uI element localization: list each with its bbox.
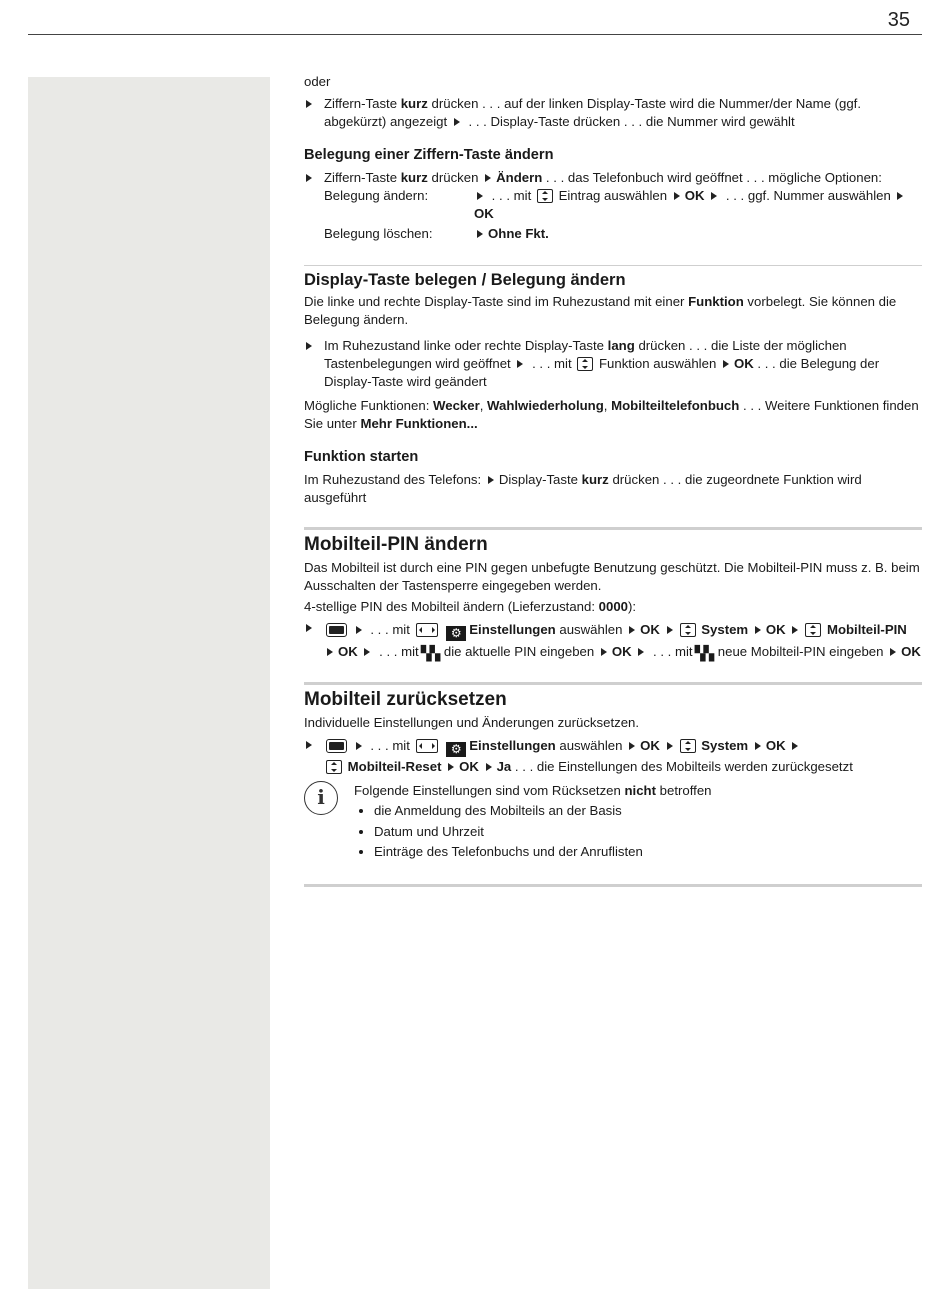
paragraph <box>304 397 922 433</box>
option-row <box>324 225 922 243</box>
step-text: . . . die Belegung der Display-Taste wird geändert <box>324 356 880 389</box>
para-key-term: Wecker <box>433 398 480 413</box>
step-key-term: Ohne Fkt. <box>488 226 549 241</box>
step-text: . . . ggf. Nummer auswählen <box>722 188 891 203</box>
step-text: . . . mit <box>649 644 693 659</box>
step-key-term: kurz <box>400 170 428 185</box>
nav-updown-icon <box>326 760 342 774</box>
para-text: Folgende Einstellungen sind vom Rücksetzen <box>354 783 625 798</box>
info-note-list <box>354 802 922 861</box>
step-key-term: Ja <box>496 759 512 774</box>
step-key-term: kurz <box>400 96 428 111</box>
step-key-term: OK <box>684 188 705 203</box>
triangle-arrow-icon <box>306 100 312 108</box>
triangle-arrow-icon <box>477 192 483 200</box>
triangle-arrow-icon <box>723 360 729 368</box>
triangle-arrow-icon <box>454 118 460 126</box>
list-item: • Datum und Uhrzeit <box>374 823 922 841</box>
triangle-arrow-icon <box>306 624 312 632</box>
step-key-term: Mobilteil-PIN <box>826 622 907 637</box>
header-rule <box>28 34 922 35</box>
section-divider <box>304 884 922 887</box>
step-text: auswählen <box>555 622 623 637</box>
triangle-arrow-icon <box>755 742 761 750</box>
instruction-step <box>304 736 922 776</box>
para-key-term: nicht <box>624 783 657 798</box>
para-key-term: 0000 <box>598 599 629 614</box>
option-list <box>304 187 922 243</box>
section-heading-display: Display-Taste belegen / Belegung ändern <box>304 271 626 289</box>
gear-icon: ⚙ <box>446 626 466 641</box>
step-text: Funktion auswählen <box>598 356 717 371</box>
triangle-arrow-icon <box>306 174 312 182</box>
step-key-term: lang <box>607 338 635 353</box>
step-text: . . . mit <box>366 622 410 637</box>
step-text: drücken <box>427 170 479 185</box>
paragraph <box>304 293 922 329</box>
info-note-body <box>354 782 922 864</box>
keypad-icon: ▚▚ <box>694 645 713 661</box>
triangle-arrow-icon <box>792 626 798 634</box>
option-label: Belegung ändern: <box>324 188 429 203</box>
para-text: Display-Taste <box>498 472 582 487</box>
para-text: Im Ruhezustand des Telefons: <box>304 472 485 487</box>
instruction-step <box>304 337 922 391</box>
triangle-arrow-icon <box>477 230 483 238</box>
triangle-arrow-icon <box>488 476 494 484</box>
intro-oder: oder <box>304 74 331 89</box>
para-key-term: Mehr Funktionen... <box>360 416 478 431</box>
para-text: vorbelegt. Sie können die Belegung ändern. <box>304 294 897 327</box>
section-divider <box>304 527 922 530</box>
sidebar-panel <box>28 77 270 1289</box>
nav-4way-icon <box>416 623 438 637</box>
option-value <box>474 225 922 243</box>
gear-icon: ⚙ <box>446 742 466 757</box>
paragraph: Individuelle Einstellungen und Änderungen zurücksetzen. <box>304 715 640 730</box>
para-key-term: Mobilteiltelefonbuch <box>611 398 740 413</box>
triangle-arrow-icon <box>629 742 635 750</box>
paragraph <box>304 598 922 616</box>
step-key-term: OK <box>765 622 786 637</box>
triangle-arrow-icon <box>306 342 312 350</box>
triangle-arrow-icon <box>755 626 761 634</box>
triangle-arrow-icon <box>711 192 717 200</box>
section-divider <box>304 265 922 266</box>
menu-key-icon <box>326 739 347 753</box>
triangle-arrow-icon <box>897 192 903 200</box>
instruction-step <box>304 95 922 131</box>
step-key-term: OK <box>765 738 786 753</box>
triangle-arrow-icon <box>638 648 644 656</box>
nav-updown-icon <box>805 623 821 637</box>
info-icon: i <box>304 781 338 815</box>
para-text: 4-stellige PIN des Mobilteil ändern (Lieferzustand: <box>304 599 599 614</box>
step-key-term: OK <box>640 738 660 753</box>
main-content <box>304 73 922 887</box>
section-heading-pin: Mobilteil-PIN ändern <box>304 534 488 555</box>
step-text: . . . mit <box>528 356 572 371</box>
step-text: die aktuelle PIN eingeben <box>440 644 595 659</box>
step-text: . . . die Einstellungen des Mobilteils werden zurückgesetzt <box>511 759 853 774</box>
step-text: neue Mobilteil-PIN eingeben <box>714 644 884 659</box>
keypad-icon: ▚▚ <box>420 645 439 661</box>
para-text: Mögliche Funktionen: <box>304 398 434 413</box>
step-text: . . . mit <box>366 738 410 753</box>
step-key-term: Ändern <box>496 170 543 185</box>
step-text: . . . mit <box>488 188 532 203</box>
para-text: , <box>479 398 488 413</box>
step-key-term: OK <box>611 644 632 659</box>
triangle-arrow-icon <box>327 648 333 656</box>
step-key-term: Mobilteil-Reset <box>347 759 442 774</box>
step-key-term: System <box>701 738 749 753</box>
nav-updown-icon <box>680 739 696 753</box>
para-key-term: Funktion <box>688 294 744 309</box>
option-row <box>324 187 922 223</box>
section-heading-funktion-starten: Funktion starten <box>304 449 419 465</box>
section-divider <box>304 682 922 685</box>
list-item: • die Anmeldung des Mobilteils an der Basis <box>374 802 922 820</box>
triangle-arrow-icon <box>485 174 491 182</box>
triangle-arrow-icon <box>448 763 454 771</box>
step-text: auswählen <box>555 738 623 753</box>
triangle-arrow-icon <box>517 360 523 368</box>
triangle-arrow-icon <box>306 741 312 749</box>
para-text: Die linke und rechte Display-Taste sind im Ruhezustand mit einer <box>304 294 689 309</box>
triangle-arrow-icon <box>601 648 607 656</box>
para-text: . . . Weitere Funktionen finden Sie unter <box>304 398 919 431</box>
nav-4way-icon <box>416 739 438 753</box>
triangle-arrow-icon <box>792 742 798 750</box>
triangle-arrow-icon <box>356 626 362 634</box>
step-key-term: OK <box>640 622 660 637</box>
instruction-step <box>304 169 922 187</box>
step-text: Ziffern-Taste <box>324 170 401 185</box>
paragraph <box>304 471 922 507</box>
step-key-term: Einstellungen <box>469 738 556 753</box>
step-key-term: System <box>701 622 749 637</box>
paragraph: Das Mobilteil ist durch eine PIN gegen unbefugte Benutzung geschützt. Die Mobilteil-PIN muss z. B. beim Ausschalten der Tastensperre eingegeben werden. <box>304 560 920 593</box>
step-key-term: OK <box>459 759 479 774</box>
nav-updown-icon <box>537 189 553 203</box>
step-text: drücken . . . auf der linken Display-Taste wird die Nummer/der Name (ggf. abgekürzt) angezeigt <box>324 96 862 129</box>
step-key-term: OK <box>901 644 921 659</box>
step-text: . . . Display-Taste drücken . . . die Nummer wird gewählt <box>464 114 795 129</box>
option-value <box>474 187 922 223</box>
section-heading-reset: Mobilteil zurücksetzen <box>304 689 507 710</box>
para-text: ): <box>628 599 637 614</box>
step-text: Im Ruhezustand linke oder rechte Display-Taste <box>324 338 608 353</box>
para-text: , <box>603 398 612 413</box>
triangle-arrow-icon <box>356 742 362 750</box>
triangle-arrow-icon <box>629 626 635 634</box>
list-item: • Einträge des Telefonbuchs und der Anruflisten <box>374 843 922 861</box>
section-heading-belegung: Belegung einer Ziffern-Taste ändern <box>304 147 554 163</box>
info-note <box>304 782 922 864</box>
triangle-arrow-icon <box>364 648 370 656</box>
step-key-term: OK <box>474 206 494 221</box>
triangle-arrow-icon <box>674 192 680 200</box>
para-text: drücken . . . die zugeordnete Funktion wird ausgeführt <box>304 472 862 505</box>
triangle-arrow-icon <box>667 626 673 634</box>
para-key-term: Wahlwiederholung <box>487 398 604 413</box>
step-text: . . . das Telefonbuch wird geöffnet . . . mögliche Optionen: <box>542 170 882 185</box>
page-number: 35 <box>887 9 910 31</box>
triangle-arrow-icon <box>890 648 896 656</box>
step-key-term: OK <box>338 644 358 659</box>
menu-key-icon <box>326 623 347 637</box>
info-note-text <box>354 782 922 800</box>
option-label: Belegung löschen: <box>324 226 433 241</box>
para-text: betroffen <box>656 783 712 798</box>
step-text: Ziffern-Taste <box>324 96 401 111</box>
triangle-arrow-icon <box>486 763 492 771</box>
nav-updown-icon <box>680 623 696 637</box>
step-key-term: Einstellungen <box>469 622 556 637</box>
step-text: . . . mit <box>375 644 419 659</box>
instruction-step <box>304 619 922 662</box>
step-text: drücken . . . die Liste der möglichen Tastenbelegungen wird geöffnet <box>324 338 847 371</box>
step-key-term: OK <box>733 356 754 371</box>
para-key-term: kurz <box>581 472 609 487</box>
triangle-arrow-icon <box>667 742 673 750</box>
step-text: Eintrag auswählen <box>558 188 668 203</box>
nav-updown-icon <box>577 357 593 371</box>
